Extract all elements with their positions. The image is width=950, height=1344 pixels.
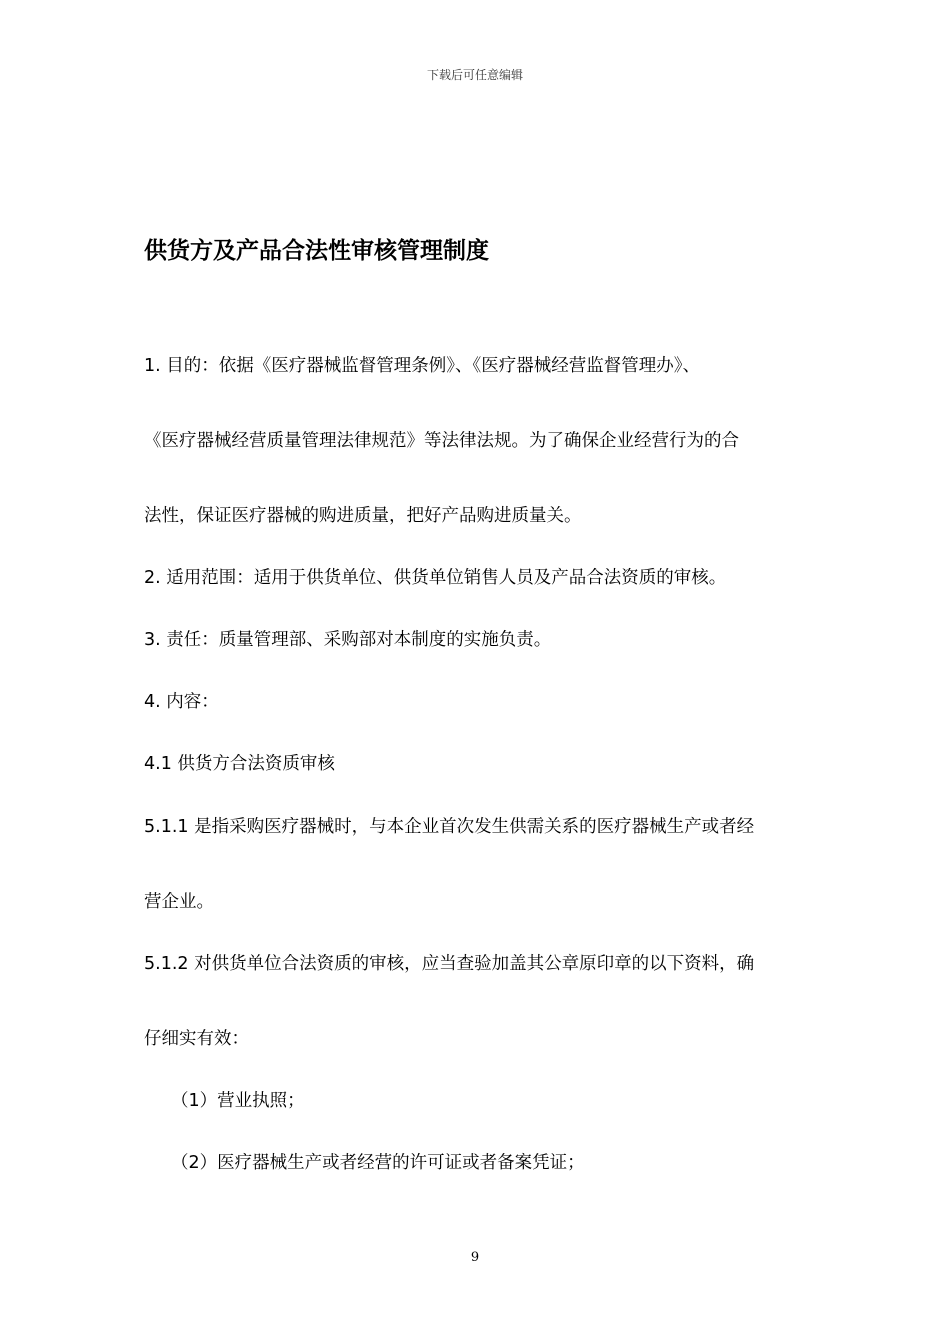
paragraph-5-1-1-line-1: 5.1.1 是指采购医疗器械时，与本企业首次发生供需关系的医疗器械生产或者经 bbox=[144, 817, 755, 837]
document-title: 供货方及产品合法性审核管理制度 bbox=[144, 238, 489, 264]
paragraph-purpose-line-2: 《医疗器械经营质量管理法律规范》等法律法规。为了确保企业经营行为的合 bbox=[144, 431, 739, 451]
paragraph-purpose-line-3: 法性，保证医疗器械的购进质量，把好产品购进质量关。 bbox=[144, 506, 582, 526]
paragraph-purpose-line-1: 1. 目的：依据《医疗器械监督管理条例》、《医疗器械经营监督管理办》、 bbox=[144, 356, 701, 376]
paragraph-responsibility: 3. 责任：质量管理部、采购部对本制度的实施负责。 bbox=[144, 630, 552, 650]
page-number: 9 bbox=[470, 1250, 480, 1265]
paragraph-5-1-2-line-2: 仔细实有效： bbox=[144, 1029, 249, 1049]
paragraph-5-1-1-line-2: 营企业。 bbox=[144, 892, 214, 912]
list-item-2: （2）医疗器械生产或者经营的许可证或者备案凭证； bbox=[171, 1153, 585, 1173]
list-item-1: （1）营业执照； bbox=[171, 1091, 305, 1111]
paragraph-scope: 2. 适用范围：适用于供货单位、供货单位销售人员及产品合法资质的审核。 bbox=[144, 568, 727, 588]
header-note: 下载后可任意编辑 bbox=[426, 68, 523, 82]
paragraph-5-1-2-line-1: 5.1.2 对供货单位合法资质的审核，应当查验加盖其公章原印章的以下资料，确 bbox=[144, 954, 755, 974]
paragraph-content-heading: 4. 内容： bbox=[144, 692, 219, 712]
section-heading-4-1: 4.1 供货方合法资质审核 bbox=[144, 754, 335, 774]
